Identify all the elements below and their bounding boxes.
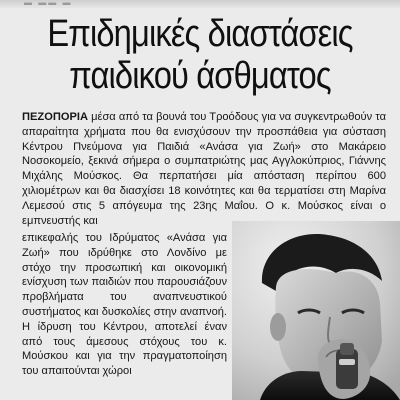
masthead-strip: [0, 0, 400, 8]
article-lead-text: μέσα από τα βουνά του Τροόδους για να συγκεντρωθούν τα απαραίτητα χρήματα που θα ενισχύσουν την προσπάθεια για σύσταση Κέντρου Πνεύμονα για Παιδιά «Ανάσα για Ζωή» στο Μακάρειο Νοσοκομείο, ξεκινά σήμερα ο συμπατριώτης μας Αγγλοκύπριος, Γιάννης Μιχάλης Μούσκος. Θα περπατήσει μία απόσταση περίπου 600 χιλιομέτρων και θα διασχίσει 18 κοινότητες και θα τερματίσει στη Μαρίνα Λεμεσού στις 5 απόγευμα της 23ης Μαΐου. Ο κ. Μούσκος είναι ο εμπνευστής και: [22, 111, 386, 227]
headline-line-1: Επιδημικές διαστάσεις: [47, 13, 353, 55]
article-kicker: ΠΕΖΟΠΟΡΙΑ: [22, 111, 88, 123]
boy-with-inhaler-photo: [232, 221, 400, 400]
masthead-fragment: ▬ ▬▬ ▬: [24, 0, 73, 7]
article-photo: [232, 221, 400, 400]
article-column-text: επικεφαλής του Ιδρύματος «Ανάσα για Ζωή» που ιδρύθηκε στο Λονδίνο με στόχο την προσωπική και οικονομική ενίσχυση των παιδιών που παρουσιάζουν προβλήματα του αναπνευστικού συστήματος και δυσκολίες στην αναπνοή. Η ίδρυση του Κέντρου, αποτελεί έναν από τους άμεσους στόχους του κ. Μούσκου και για την πραγματοποίηση του απαιτούνται χώροι: [22, 232, 227, 378]
article-lead-paragraph: [22, 110, 386, 228]
headline-line-2: παιδικού άσθματος: [69, 55, 331, 97]
